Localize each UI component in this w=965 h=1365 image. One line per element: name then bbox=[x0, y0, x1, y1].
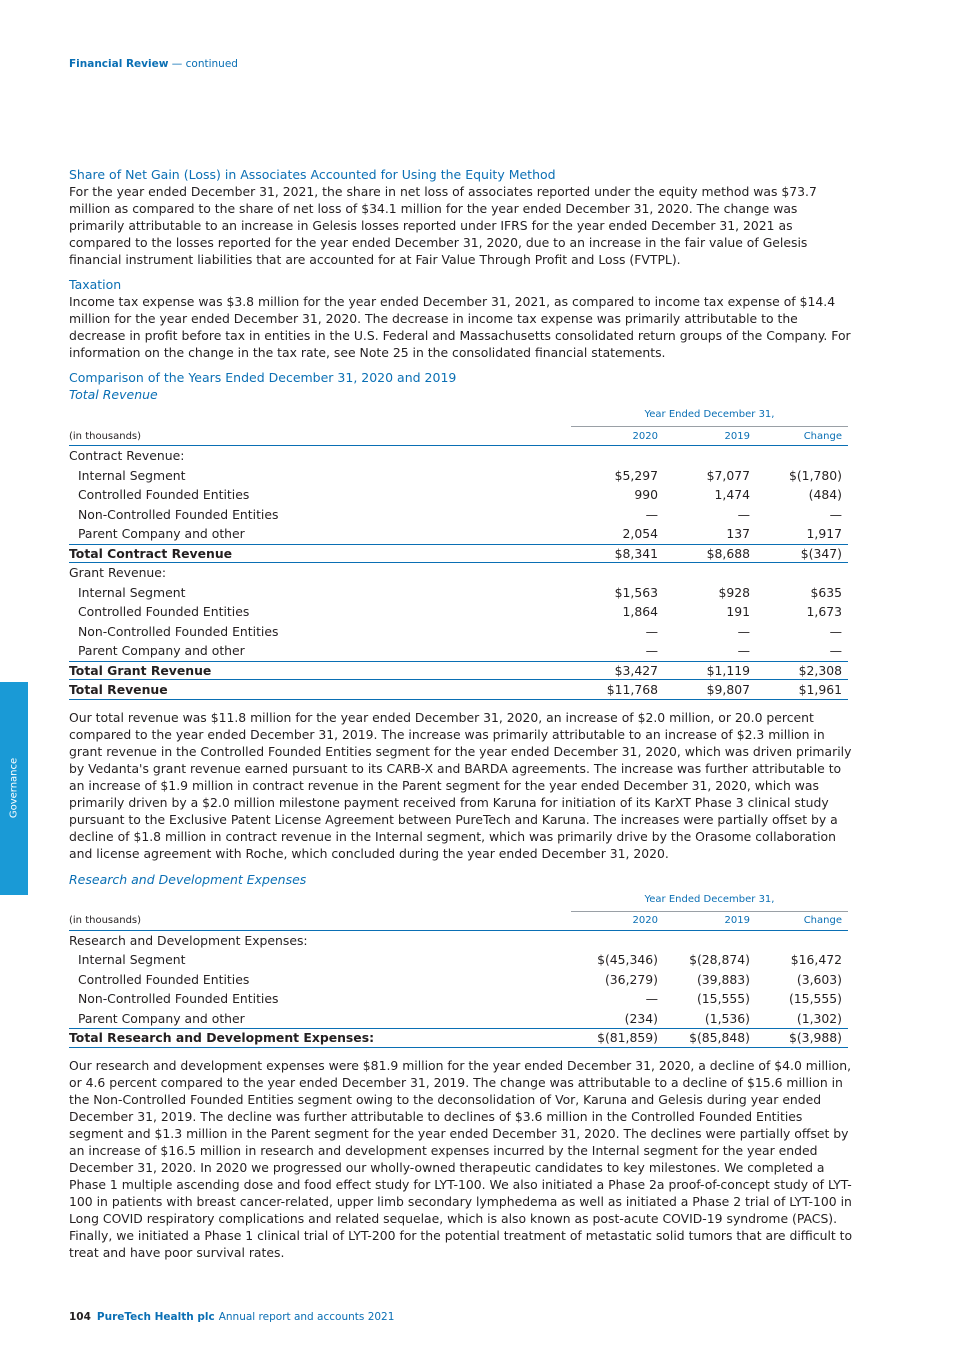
cell-change: (15,555) bbox=[788, 991, 842, 1007]
cell-change: $(3,988) bbox=[788, 1030, 842, 1046]
cell-2020: $11,768 bbox=[606, 681, 658, 697]
main-content bbox=[69, 166, 854, 1261]
col-2019: 2019 bbox=[724, 915, 750, 926]
cell-2019: — bbox=[737, 623, 750, 639]
total-row bbox=[69, 544, 848, 564]
revenue-year-header: Year Ended December 31, bbox=[571, 409, 848, 427]
cell-2020: (234) bbox=[624, 1010, 658, 1026]
side-tab-label: Governance bbox=[8, 757, 20, 819]
cell-2019: $1,119 bbox=[706, 662, 750, 678]
section-suffix: — continued bbox=[168, 58, 238, 70]
section-title: Financial Review bbox=[69, 58, 169, 70]
cell-2020: — bbox=[645, 506, 658, 522]
row-label: Total Research and Development Expenses: bbox=[69, 1030, 375, 1046]
cell-change: $(347) bbox=[800, 545, 842, 561]
table-row bbox=[69, 641, 848, 661]
cell-2019: $9,807 bbox=[706, 681, 750, 697]
equity-paragraph: For the year ended December 31, 2021, the share in net loss of associates reported under the equity method was $73.7 million as compared to the share of net loss of $34.1 million for the year ended December 31, 2020. The change was primarily attributable to an increase in Gelesis losses reported under IFRS for the year ended December 31, 2021 as compared to the losses reported for the year ended December 31, 2020, due to an increase in the fair value of Gelesis financial instrument liabilities that are accounted for at Fair Value Through Profit and Loss (FVTPL). bbox=[69, 184, 817, 267]
row-label: Total Grant Revenue bbox=[69, 662, 212, 678]
cell-change: $2,308 bbox=[798, 662, 842, 678]
table-row bbox=[69, 950, 848, 970]
row-label: Internal Segment bbox=[78, 467, 186, 483]
cell-2019: $7,077 bbox=[706, 467, 750, 483]
row-label: Internal Segment bbox=[78, 952, 186, 968]
rnd-year-header: Year Ended December 31, bbox=[571, 894, 848, 912]
section-row bbox=[69, 563, 848, 583]
cell-change: $1,961 bbox=[798, 681, 842, 697]
cell-2019: 1,474 bbox=[714, 487, 750, 503]
cell-2019: (39,883) bbox=[696, 971, 750, 987]
total-row bbox=[69, 1028, 848, 1048]
comparison-heading: Comparison of the Years Ended December 31, 2020 and 2019 bbox=[69, 370, 457, 385]
cell-2019: 191 bbox=[726, 604, 750, 620]
cell-2020: 2,054 bbox=[622, 526, 658, 542]
section-row bbox=[69, 931, 848, 951]
rnd-table bbox=[69, 892, 848, 1048]
cell-change: $(1,780) bbox=[788, 467, 842, 483]
col-2019: 2019 bbox=[724, 430, 750, 442]
row-label: Controlled Founded Entities bbox=[78, 487, 250, 503]
rnd-paragraph: Our research and development expenses were $81.9 million for the year ended December 31, 2020, a decline of $4.0 million, or 4.6 percent compared to the year ended December 31, 2019. The change was attributable to a decline of $15.6 million in the Non-Controlled Founded Entities segment owing to the deconsolidation of Vor, Karuna and Gelesis during year ended December 31, 2019. The decline was further attributable to declines of $3.6 million in the Controlled Founded Entities segment and $1.3 million in the Parent segment for the year ended December 31, 2020. The declines were partially offset by an increase of $16.5 million in research and development expenses incurred by the Internal segment for the year ended December 31, 2020. In 2020 we progressed our wholly-owned therapeutic candidates to key milestones. We completed a Phase 1 multiple ascending dose and food effect study for LYT-100. We also initiated a Phase 2a proof-of-concept study of LYT-100 in patients with breast cancer-related, upper limb secondary lymphedema as well as initiated a Phase 2 trial of LYT-100 in Long COVID respiratory complications and related sequelae, which is also known as post-acute COVID-19 syndrome (PACS). Finally, we initiated a Phase 1 clinical trial of LYT-200 for the potential treatment of metastatic solid tumors that are difficult to treat and have poor survival rates. bbox=[69, 1057, 853, 1260]
row-label: Research and Development Expenses: bbox=[69, 932, 308, 948]
page-footer bbox=[69, 1311, 394, 1323]
row-label: Total Revenue bbox=[69, 681, 168, 697]
row-label: Total Contract Revenue bbox=[69, 545, 233, 561]
cell-2020: 1,864 bbox=[622, 604, 658, 620]
row-label: Controlled Founded Entities bbox=[78, 604, 250, 620]
row-label: Parent Company and other bbox=[78, 1010, 245, 1026]
cell-2020: — bbox=[645, 623, 658, 639]
col-change: Change bbox=[803, 915, 842, 926]
cell-2019: (1,536) bbox=[704, 1010, 750, 1026]
cell-2019: 137 bbox=[726, 526, 750, 542]
page-number: 104 bbox=[69, 1311, 91, 1323]
cell-change: $16,472 bbox=[790, 952, 842, 968]
col-2020: 2020 bbox=[632, 915, 658, 926]
row-label: Contract Revenue: bbox=[69, 448, 185, 464]
unit-label: (in thousands) bbox=[69, 430, 142, 442]
unit-label: (in thousands) bbox=[69, 915, 142, 926]
taxation-heading: Taxation bbox=[69, 277, 122, 292]
cell-2019: $928 bbox=[718, 584, 750, 600]
revenue-column-header bbox=[69, 427, 848, 446]
revenue-table bbox=[69, 407, 848, 700]
row-label: Parent Company and other bbox=[78, 643, 245, 659]
running-header bbox=[69, 58, 238, 70]
cell-2020: $5,297 bbox=[614, 467, 658, 483]
cell-change: $635 bbox=[810, 584, 842, 600]
taxation-paragraph: Income tax expense was $3.8 million for the year ended December 31, 2021, as compared to income tax expense of $14.4 million for the year ended December 31, 2020. The decrease in income tax expense was primarily attributable to the decrease in profit before tax in entities in the U.S. Federal and Massachusetts consolidated return groups of the Company. For information on the change in the tax rate, see Note 25 in the consolidated financial statements. bbox=[69, 294, 851, 360]
col-2020: 2020 bbox=[632, 430, 658, 442]
cell-2019: $(28,874) bbox=[689, 952, 750, 968]
cell-2019: — bbox=[737, 506, 750, 522]
table-row bbox=[69, 466, 848, 486]
row-label: Non-Controlled Founded Entities bbox=[78, 506, 279, 522]
col-change: Change bbox=[803, 430, 842, 442]
table-row bbox=[69, 583, 848, 603]
cell-change: (1,302) bbox=[796, 1010, 842, 1026]
cell-change: 1,673 bbox=[806, 604, 842, 620]
total-revenue-subheading: Total Revenue bbox=[69, 387, 158, 402]
cell-change: — bbox=[829, 506, 842, 522]
cell-2019: $(85,848) bbox=[689, 1030, 750, 1046]
table-row bbox=[69, 970, 848, 990]
cell-2020: 990 bbox=[634, 487, 658, 503]
cell-2019: (15,555) bbox=[696, 991, 750, 1007]
section-row bbox=[69, 446, 848, 466]
cell-2020: — bbox=[645, 991, 658, 1007]
table-row bbox=[69, 622, 848, 642]
table-row bbox=[69, 485, 848, 505]
row-label: Non-Controlled Founded Entities bbox=[78, 623, 279, 639]
rnd-heading: Research and Development Expenses bbox=[69, 871, 307, 887]
row-label: Internal Segment bbox=[78, 584, 186, 600]
cell-2020: $(45,346) bbox=[597, 952, 658, 968]
equity-heading: Share of Net Gain (Loss) in Associates Accounted for Using the Equity Method bbox=[69, 167, 556, 182]
cell-change: (3,603) bbox=[796, 971, 842, 987]
table-row bbox=[69, 989, 848, 1009]
cell-2020: $(81,859) bbox=[597, 1030, 658, 1046]
cell-change: — bbox=[829, 643, 842, 659]
cell-change: 1,917 bbox=[806, 526, 842, 542]
revenue-paragraph: Our total revenue was $11.8 million for the year ended December 31, 2020, an increase of $2.0 million, or 20.0 percent compared to the year ended December 31, 2019. The increase was primarily attributable to an increase of $2.3 million in grant revenue in the Controlled Founded Entities segment for the year ended December 31, 2020, which was driven primarily by Vedanta's grant revenue earned pursuant to its CARB-X and BARDA agreements. The increase was further attributable to an increase of $1.9 million in contract revenue in the Parent segment for the year ended December 31, 2020, which was primarily driven by a $2.0 million milestone payment received from Karuna for initiation of its KarXT Phase 3 clinical study pursuant to the Exclusive Patent License Agreement between PureTech and Karuna. The increases were partially offset by a decline of $1.8 million in contract revenue in the Internal segment, which was primarily drive by the Orasome collaboration and license agreement with Roche, which concluded during the year ended December 31, 2020. bbox=[69, 709, 852, 861]
row-label: Controlled Founded Entities bbox=[78, 971, 250, 987]
document-title: Annual report and accounts 2021 bbox=[218, 1311, 395, 1323]
table-row bbox=[69, 505, 848, 525]
total-row bbox=[69, 661, 848, 681]
rnd-column-header bbox=[69, 912, 848, 931]
cell-2019: $8,688 bbox=[706, 545, 750, 561]
side-tab-governance[interactable] bbox=[0, 682, 28, 895]
cell-change: — bbox=[829, 623, 842, 639]
cell-2020: (36,279) bbox=[604, 971, 658, 987]
cell-2020: — bbox=[645, 643, 658, 659]
table-row bbox=[69, 602, 848, 622]
cell-2019: — bbox=[737, 643, 750, 659]
cell-change: (484) bbox=[808, 487, 842, 503]
cell-2020: $1,563 bbox=[614, 584, 658, 600]
row-label: Grant Revenue: bbox=[69, 565, 167, 581]
cell-2020: $3,427 bbox=[614, 662, 658, 678]
row-label: Non-Controlled Founded Entities bbox=[78, 991, 279, 1007]
total-row bbox=[69, 680, 848, 700]
table-row bbox=[69, 524, 848, 544]
row-label: Parent Company and other bbox=[78, 526, 245, 542]
cell-2020: $8,341 bbox=[614, 545, 658, 561]
table-row bbox=[69, 1009, 848, 1029]
company-name: PureTech Health plc bbox=[96, 1311, 215, 1323]
